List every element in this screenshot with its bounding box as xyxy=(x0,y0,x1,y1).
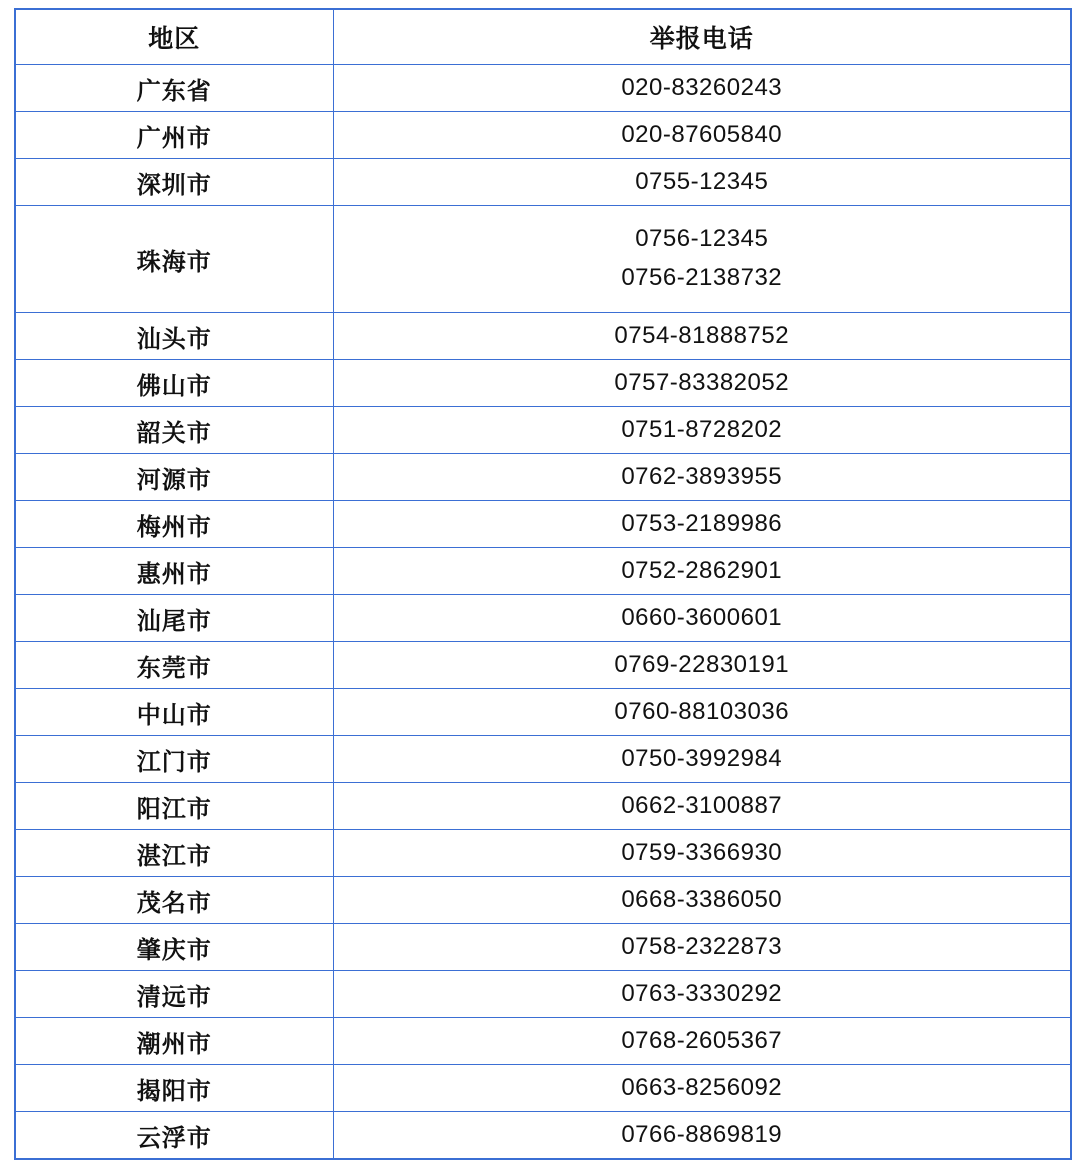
phone-cell: 0662-3100887 xyxy=(333,783,1071,830)
table-row xyxy=(15,206,1071,313)
phone-cell: 0759-3366930 xyxy=(333,830,1071,877)
phone-cell: 0753-2189986 xyxy=(333,501,1071,548)
region-cell: 广州市 xyxy=(15,112,333,159)
region-cell: 广东省 xyxy=(15,65,333,112)
region-cell: 梅州市 xyxy=(15,501,333,548)
phone-cell: 0763-3330292 xyxy=(333,971,1071,1018)
phone-cell: 020-83260243 xyxy=(333,65,1071,112)
phone-cell: 0762-3893955 xyxy=(333,454,1071,501)
table-row xyxy=(15,642,1071,689)
table-row xyxy=(15,877,1071,924)
table-row xyxy=(15,548,1071,595)
region-cell: 清远市 xyxy=(15,971,333,1018)
phone-cell: 0750-3992984 xyxy=(333,736,1071,783)
region-cell: 阳江市 xyxy=(15,783,333,830)
phone-cell xyxy=(333,206,1071,313)
phone-cell: 0757-83382052 xyxy=(333,360,1071,407)
region-cell: 茂名市 xyxy=(15,877,333,924)
region-cell: 佛山市 xyxy=(15,360,333,407)
phone-cell: 0752-2862901 xyxy=(333,548,1071,595)
phone-cell: 0751-8728202 xyxy=(333,407,1071,454)
phone-number: 0756-12345 xyxy=(635,225,769,253)
table-row xyxy=(15,407,1071,454)
table-row xyxy=(15,924,1071,971)
region-cell: 汕头市 xyxy=(15,313,333,360)
table-row xyxy=(15,313,1071,360)
phone-number: 0756-2138732 xyxy=(621,264,783,291)
region-cell: 湛江市 xyxy=(15,830,333,877)
column-header-phone: 举报电话 xyxy=(333,9,1071,65)
phone-cell: 0660-3600601 xyxy=(333,595,1071,642)
phone-cell: 0768-2605367 xyxy=(333,1018,1071,1065)
region-cell: 潮州市 xyxy=(15,1018,333,1065)
phone-cell: 0766-8869819 xyxy=(333,1112,1071,1160)
table-row xyxy=(15,1018,1071,1065)
table-row xyxy=(15,736,1071,783)
table-row xyxy=(15,1112,1071,1160)
phone-cell: 0755-12345 xyxy=(333,159,1071,206)
column-header-region: 地区 xyxy=(15,9,333,65)
table-row xyxy=(15,971,1071,1018)
table-row xyxy=(15,1065,1071,1112)
table-body xyxy=(15,65,1071,1160)
region-cell: 深圳市 xyxy=(15,159,333,206)
table-row xyxy=(15,501,1071,548)
phone-cell: 0760-88103036 xyxy=(333,689,1071,736)
region-cell: 河源市 xyxy=(15,454,333,501)
region-cell: 肇庆市 xyxy=(15,924,333,971)
region-cell: 云浮市 xyxy=(15,1112,333,1160)
phone-cell: 0758-2322873 xyxy=(333,924,1071,971)
region-cell: 珠海市 xyxy=(15,206,333,313)
table-row xyxy=(15,595,1071,642)
phone-cell: 0769-22830191 xyxy=(333,642,1071,689)
phone-cell: 0668-3386050 xyxy=(333,877,1071,924)
table-row xyxy=(15,159,1071,206)
region-cell: 韶关市 xyxy=(15,407,333,454)
table-row xyxy=(15,454,1071,501)
region-cell: 江门市 xyxy=(15,736,333,783)
region-cell: 揭阳市 xyxy=(15,1065,333,1112)
phone-cell: 0663-8256092 xyxy=(333,1065,1071,1112)
table-row xyxy=(15,689,1071,736)
table-row xyxy=(15,360,1071,407)
table-header xyxy=(15,9,1071,65)
region-cell: 东莞市 xyxy=(15,642,333,689)
phone-cell: 0754-81888752 xyxy=(333,313,1071,360)
phone-cell: 020-87605840 xyxy=(333,112,1071,159)
report-phone-table xyxy=(14,8,1072,1160)
table-row xyxy=(15,112,1071,159)
table-row xyxy=(15,830,1071,877)
table-row xyxy=(15,65,1071,112)
region-cell: 中山市 xyxy=(15,689,333,736)
table-row xyxy=(15,783,1071,830)
region-cell: 汕尾市 xyxy=(15,595,333,642)
region-cell: 惠州市 xyxy=(15,548,333,595)
table-header-row xyxy=(15,9,1071,65)
